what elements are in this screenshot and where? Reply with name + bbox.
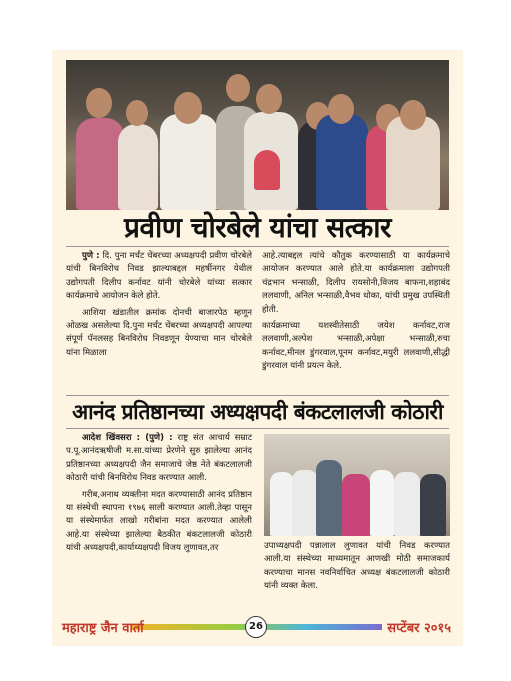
publication-name: महाराष्ट्र जैन वार्ता <box>62 621 144 636</box>
article-2-right-column <box>264 540 450 597</box>
article-1-paragraph-1: दि. पुना मर्चंट चेंबरच्या अध्यक्षपदी प्रवीण चोरबेले यांची बिनविरोध निवड झाल्याबद्दल महर्षीनगर येथील उद्योगपती दिलीप कर्नावट यांनी चोरबेले यांच्या सत्कार कार्यक्रमाचे आयोजन केले होते. <box>66 251 252 302</box>
article-1-title: प्रवीण चोरबेले यांचा सत्कार <box>124 211 391 244</box>
page-number: 26 <box>245 616 267 638</box>
article-1-right-column <box>262 250 450 377</box>
article-1-paragraph-4: कार्यक्रमाच्या यशस्वीतेसाठी जयेश कर्नावट,राज ललवाणी,अल्पेश भन्साळी,अपेक्षा भन्साळी,रुचा कर्नावट,मीनल डुंगरवाल,पूनम कर्नावट,मयुरी ललवाणी,सीद्धी डुंगरवाल यांनी प्रयत्न केले. <box>262 321 450 372</box>
dateline: पुणे : <box>82 251 100 261</box>
title-underline <box>66 246 449 247</box>
article-1-left-column <box>66 250 252 363</box>
group-photo-felicitation <box>66 60 449 210</box>
group-photo-committee <box>264 434 450 536</box>
article-2-left-column <box>66 432 252 559</box>
page-footer <box>52 616 463 638</box>
section-divider <box>66 395 449 396</box>
article-1-paragraph-3: आहे.त्याबद्दल त्यांचे कौतुक करण्यासाठी या कार्यक्रमाचे आयोजन करण्यात आले होते.या कार्यक्रमाला उद्योगपती चंद्रभान भन्साळी, दिलीप रायसोनी,विजय बाफना,शहाबंद ललवाणी, अनिल भन्साळी,वैभव धोका, यांची प्रमुख उपस्थिती होती. <box>262 251 450 315</box>
article-1-paragraph-2: आशिया खंडातील क्रमांक दोनची बाजारपेठ म्हणून ओळख असलेल्या दि.पुना मर्चंट चेंबरच्या अध्यक्षपदी आपल्या संपूर्ण पॅनलसह बिनविरोध निवडणून येण्याचा मान चोरबेले यांना मिळाला <box>66 307 252 358</box>
issue-date: सप्टेंबर २०१५ <box>387 621 451 636</box>
article-2-paragraph-1: राष्ट्र संत आचार्य सम्राट प.पू.आनंदऋषीजी म.सा.यांच्या प्रेरणेने सुरु झालेल्या आनंद प्रतिष्ठानच्या अध्यक्षपदी जैन समाजाचे जेष्ठ नेते बंकटलालजी कोठारी यांची बिनविरोध निवड करण्यात आली. <box>66 433 252 484</box>
article-2-title: आनंद प्रतिष्ठानच्या अध्यक्षपदी बंकटलालजी कोठारी <box>72 400 443 424</box>
title-underline <box>66 428 449 429</box>
newspaper-page <box>52 50 463 646</box>
article-2-paragraph-2: गरीब,अनाथ व्यक्तीना मदत करण्यासाठी आनंद प्रतिष्ठान या संस्थेची स्थापना १९७६ साली करण्यात आली.तेव्हा पासून या संस्थेमार्फत लाखो गरीबांना मदत करण्यात आलेली आहे.या संस्थेच्या झालेल्या बैठकीत बंकटलालजी कोठारी यांची अध्यक्षपदी,कार्याध्यक्षपदी विजय लुणावत,तर <box>66 489 252 554</box>
article-2-paragraph-3: उपाध्यक्षपदी पन्नालाल लुणावत यांची निवड करण्यात आली.या संस्थेच्या माध्यमातून आणखी मोठी समाजकार्य करण्याचा मानस नवनिर्वाचित अध्यक्ष बंकटलालजी कोठारी यांनी व्यक्त केला. <box>264 541 450 592</box>
dateline: आदेश खिंवसरा : (पुणे) : <box>82 433 173 443</box>
